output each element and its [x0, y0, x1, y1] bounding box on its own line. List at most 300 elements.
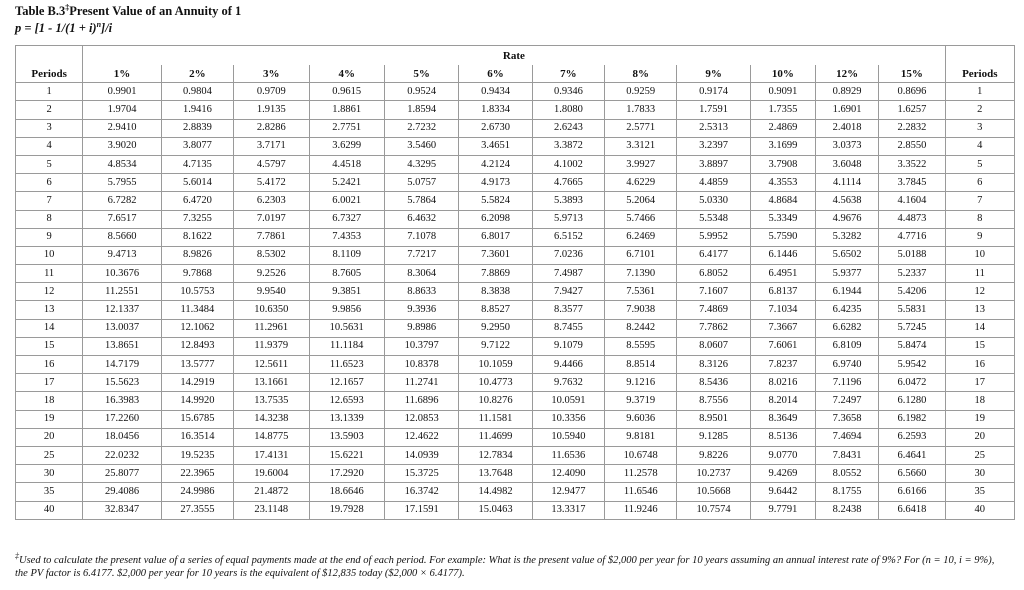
factor-cell: 7.4694: [816, 428, 879, 446]
annuity-table: [15, 45, 1015, 520]
factor-cell: 32.8347: [83, 501, 161, 519]
factor-cell: 12.9477: [532, 483, 604, 501]
table-title: [15, 4, 241, 19]
factor-cell: 22.3965: [161, 465, 233, 483]
factor-cell: 9.6036: [605, 410, 677, 428]
factor-cell: 9.6442: [750, 483, 815, 501]
factor-cell: 4.3295: [384, 155, 458, 173]
factor-cell: 10.1059: [459, 356, 532, 374]
factor-cell: 7.5361: [605, 283, 677, 301]
period-cell-right: 25: [945, 446, 1014, 464]
period-cell-right: 19: [945, 410, 1014, 428]
factor-cell: 23.1148: [234, 501, 309, 519]
factor-cell: 7.3255: [161, 210, 233, 228]
factor-cell: 10.8378: [384, 356, 458, 374]
factor-cell: 11.2551: [83, 283, 161, 301]
factor-cell: 2.5313: [677, 119, 750, 137]
factor-cell: 12.6593: [309, 392, 384, 410]
table-row: [16, 283, 1015, 301]
period-cell-right: 6: [945, 174, 1014, 192]
factor-cell: 1.6257: [879, 101, 945, 119]
factor-cell: 6.7282: [83, 192, 161, 210]
factor-cell: 7.0197: [234, 210, 309, 228]
factor-cell: 8.2438: [816, 501, 879, 519]
factor-cell: 6.2303: [234, 192, 309, 210]
factor-cell: 3.3872: [532, 137, 604, 155]
factor-cell: 8.3838: [459, 283, 532, 301]
factor-cell: 12.7834: [459, 446, 532, 464]
factor-cell: 3.4651: [459, 137, 532, 155]
factor-cell: 5.2337: [879, 265, 945, 283]
factor-cell: 8.7556: [677, 392, 750, 410]
factor-cell: 2.4869: [750, 119, 815, 137]
factor-cell: 6.9740: [816, 356, 879, 374]
factor-cell: 8.3577: [532, 301, 604, 319]
table-row: [16, 119, 1015, 137]
factor-cell: 17.1591: [384, 501, 458, 519]
factor-cell: 17.4131: [234, 446, 309, 464]
period-cell-left: 2: [16, 101, 83, 119]
factor-cell: 15.0463: [459, 501, 532, 519]
factor-cell: 9.3936: [384, 301, 458, 319]
factor-cell: 10.5753: [161, 283, 233, 301]
period-cell-right: 3: [945, 119, 1014, 137]
factor-cell: 5.9952: [677, 228, 750, 246]
factor-cell: 4.9173: [459, 174, 532, 192]
table-row: [16, 501, 1015, 519]
factor-cell: 5.2064: [605, 192, 677, 210]
factor-cell: 29.4086: [83, 483, 161, 501]
factor-cell: 9.2950: [459, 319, 532, 337]
table-row: [16, 374, 1015, 392]
factor-cell: 6.4641: [879, 446, 945, 464]
factor-cell: 9.4713: [83, 246, 161, 264]
factor-cell: 7.6061: [750, 337, 815, 355]
factor-cell: 8.7455: [532, 319, 604, 337]
factor-cell: 6.8017: [459, 228, 532, 246]
factor-cell: 1.9704: [83, 101, 161, 119]
period-cell-left: 8: [16, 210, 83, 228]
factor-cell: 16.3514: [161, 428, 233, 446]
formula-start: p = [1 - 1/(1 + i): [15, 21, 97, 35]
factor-cell: 7.1078: [384, 228, 458, 246]
factor-cell: 3.6299: [309, 137, 384, 155]
factor-cell: 12.4622: [384, 428, 458, 446]
rate-header-row: [16, 46, 1015, 66]
rate-column-header: 15%: [879, 65, 945, 83]
factor-cell: 9.1216: [605, 374, 677, 392]
factor-cell: 19.6004: [234, 465, 309, 483]
factor-cell: 1.6901: [816, 101, 879, 119]
factor-cell: 7.8869: [459, 265, 532, 283]
factor-cell: 3.9927: [605, 155, 677, 173]
factor-cell: 11.3484: [161, 301, 233, 319]
periods-header-left: Periods: [16, 65, 83, 83]
factor-cell: 15.5623: [83, 374, 161, 392]
factor-cell: 8.8514: [605, 356, 677, 374]
factor-cell: 10.8276: [459, 392, 532, 410]
factor-cell: 6.6418: [879, 501, 945, 519]
table-row: [16, 83, 1015, 101]
period-cell-right: 11: [945, 265, 1014, 283]
table-row: [16, 337, 1015, 355]
rate-column-header: 9%: [677, 65, 750, 83]
factor-cell: 3.6048: [816, 155, 879, 173]
factor-cell: 2.4018: [816, 119, 879, 137]
period-cell-left: 16: [16, 356, 83, 374]
factor-cell: 7.4353: [309, 228, 384, 246]
factor-cell: 1.7355: [750, 101, 815, 119]
factor-cell: 8.2014: [750, 392, 815, 410]
factor-cell: 3.7845: [879, 174, 945, 192]
factor-cell: 6.6282: [816, 319, 879, 337]
factor-cell: 4.8684: [750, 192, 815, 210]
factor-cell: 1.9416: [161, 101, 233, 119]
factor-cell: 15.3725: [384, 465, 458, 483]
factor-cell: 7.6517: [83, 210, 161, 228]
factor-cell: 6.5660: [879, 465, 945, 483]
factor-cell: 8.0607: [677, 337, 750, 355]
factor-cell: 8.3126: [677, 356, 750, 374]
factor-cell: 6.1944: [816, 283, 879, 301]
factor-cell: 8.5660: [83, 228, 161, 246]
factor-cell: 5.5831: [879, 301, 945, 319]
factor-cell: 0.8929: [816, 83, 879, 101]
factor-cell: 9.8226: [677, 446, 750, 464]
factor-cell: 2.8550: [879, 137, 945, 155]
factor-cell: 3.5460: [384, 137, 458, 155]
rate-header-spacer-right: [945, 46, 1014, 66]
factor-cell: 5.7466: [605, 210, 677, 228]
factor-cell: 2.7751: [309, 119, 384, 137]
formula-exponent: n: [96, 19, 102, 29]
factor-cell: 13.3317: [532, 501, 604, 519]
factor-cell: 9.7632: [532, 374, 604, 392]
factor-cell: 1.7591: [677, 101, 750, 119]
factor-cell: 3.7908: [750, 155, 815, 173]
table-row: [16, 301, 1015, 319]
factor-cell: 7.0236: [532, 246, 604, 264]
table-row: [16, 155, 1015, 173]
factor-cell: 6.2469: [605, 228, 677, 246]
table-row: [16, 137, 1015, 155]
factor-cell: 7.4869: [677, 301, 750, 319]
rate-column-header: 3%: [234, 65, 309, 83]
factor-cell: 5.7590: [750, 228, 815, 246]
table-title-text: Present Value of an Annuity of 1: [69, 4, 242, 18]
factor-cell: 10.6350: [234, 301, 309, 319]
factor-cell: 8.9501: [677, 410, 750, 428]
factor-cell: 12.1657: [309, 374, 384, 392]
factor-cell: 8.5302: [234, 246, 309, 264]
factor-cell: 2.5771: [605, 119, 677, 137]
annuity-formula: [15, 21, 112, 36]
factor-cell: 7.8237: [750, 356, 815, 374]
factor-cell: 9.3851: [309, 283, 384, 301]
factor-cell: 11.6523: [309, 356, 384, 374]
factor-cell: 0.9434: [459, 83, 532, 101]
factor-cell: 3.1699: [750, 137, 815, 155]
factor-cell: 16.3742: [384, 483, 458, 501]
factor-cell: 9.8181: [605, 428, 677, 446]
factor-cell: 11.6536: [532, 446, 604, 464]
factor-cell: 9.3719: [605, 392, 677, 410]
factor-cell: 8.2442: [605, 319, 677, 337]
factor-cell: 6.0021: [309, 192, 384, 210]
factor-cell: 13.1661: [234, 374, 309, 392]
period-cell-right: 12: [945, 283, 1014, 301]
factor-cell: 3.8077: [161, 137, 233, 155]
factor-cell: 14.0939: [384, 446, 458, 464]
factor-cell: 5.9713: [532, 210, 604, 228]
factor-cell: 11.9246: [605, 501, 677, 519]
table-body: [16, 83, 1015, 520]
factor-cell: 4.1114: [816, 174, 879, 192]
factor-cell: 10.5631: [309, 319, 384, 337]
column-header-row: [16, 65, 1015, 83]
period-cell-right: 13: [945, 301, 1014, 319]
factor-cell: 6.1446: [750, 246, 815, 264]
factor-cell: 13.0037: [83, 319, 161, 337]
factor-cell: 13.8651: [83, 337, 161, 355]
factor-cell: 4.4859: [677, 174, 750, 192]
footnote-mark: ‡: [15, 551, 19, 561]
period-cell-right: 1: [945, 83, 1014, 101]
factor-cell: 3.2397: [677, 137, 750, 155]
factor-cell: 3.7171: [234, 137, 309, 155]
period-cell-left: 7: [16, 192, 83, 210]
factor-cell: 6.8109: [816, 337, 879, 355]
period-cell-left: 10: [16, 246, 83, 264]
table-title-number: Table B.3: [15, 4, 66, 18]
factor-cell: 4.5797: [234, 155, 309, 173]
factor-cell: 25.8077: [83, 465, 161, 483]
period-cell-right: 17: [945, 374, 1014, 392]
period-cell-right: 5: [945, 155, 1014, 173]
factor-cell: 21.4872: [234, 483, 309, 501]
factor-cell: 0.9804: [161, 83, 233, 101]
factor-cell: 8.5436: [677, 374, 750, 392]
factor-cell: 10.4773: [459, 374, 532, 392]
factor-cell: 4.7665: [532, 174, 604, 192]
period-cell-left: 25: [16, 446, 83, 464]
period-cell-left: 18: [16, 392, 83, 410]
factor-cell: 8.1755: [816, 483, 879, 501]
factor-cell: 5.5348: [677, 210, 750, 228]
period-cell-left: 35: [16, 483, 83, 501]
factor-cell: 5.5824: [459, 192, 532, 210]
factor-cell: 1.8861: [309, 101, 384, 119]
table-row: [16, 483, 1015, 501]
factor-cell: 7.9038: [605, 301, 677, 319]
factor-cell: 0.9615: [309, 83, 384, 101]
factor-cell: 19.5235: [161, 446, 233, 464]
factor-cell: 9.4466: [532, 356, 604, 374]
factor-cell: 8.1109: [309, 246, 384, 264]
period-cell-right: 16: [945, 356, 1014, 374]
table-row: [16, 392, 1015, 410]
factor-cell: 9.7791: [750, 501, 815, 519]
period-cell-right: 2: [945, 101, 1014, 119]
factor-cell: 10.7574: [677, 501, 750, 519]
factor-cell: 6.1982: [879, 410, 945, 428]
rate-column-header: 7%: [532, 65, 604, 83]
table-row: [16, 174, 1015, 192]
factor-cell: 4.9676: [816, 210, 879, 228]
factor-cell: 10.3356: [532, 410, 604, 428]
factor-cell: 2.8286: [234, 119, 309, 137]
rate-column-header: 4%: [309, 65, 384, 83]
factor-cell: 15.6785: [161, 410, 233, 428]
factor-cell: 7.7861: [234, 228, 309, 246]
factor-cell: 6.4720: [161, 192, 233, 210]
factor-cell: 4.4873: [879, 210, 945, 228]
period-cell-right: 9: [945, 228, 1014, 246]
factor-cell: 5.4172: [234, 174, 309, 192]
factor-cell: 3.3522: [879, 155, 945, 173]
factor-cell: 7.1196: [816, 374, 879, 392]
factor-cell: 1.8080: [532, 101, 604, 119]
factor-cell: 8.3649: [750, 410, 815, 428]
factor-cell: 14.4982: [459, 483, 532, 501]
table-row: [16, 228, 1015, 246]
factor-cell: 6.7327: [309, 210, 384, 228]
factor-cell: 8.3064: [384, 265, 458, 283]
factor-cell: 4.7716: [879, 228, 945, 246]
factor-cell: 16.3983: [83, 392, 161, 410]
factor-cell: 6.5152: [532, 228, 604, 246]
factor-cell: 7.1390: [605, 265, 677, 283]
period-cell-right: 15: [945, 337, 1014, 355]
factor-cell: 18.0456: [83, 428, 161, 446]
factor-cell: 12.1062: [161, 319, 233, 337]
factor-cell: 2.8839: [161, 119, 233, 137]
period-cell-left: 3: [16, 119, 83, 137]
factor-cell: 13.7535: [234, 392, 309, 410]
factor-cell: 7.7217: [384, 246, 458, 264]
factor-cell: 8.8633: [384, 283, 458, 301]
factor-cell: 13.1339: [309, 410, 384, 428]
factor-cell: 6.1280: [879, 392, 945, 410]
factor-cell: 7.7862: [677, 319, 750, 337]
factor-cell: 7.4987: [532, 265, 604, 283]
factor-cell: 9.1079: [532, 337, 604, 355]
factor-cell: 9.7122: [459, 337, 532, 355]
factor-cell: 11.2741: [384, 374, 458, 392]
factor-cell: 7.3658: [816, 410, 879, 428]
factor-cell: 10.6748: [605, 446, 677, 464]
factor-cell: 5.3282: [816, 228, 879, 246]
table-row: [16, 446, 1015, 464]
factor-cell: 8.8527: [459, 301, 532, 319]
factor-cell: 2.2832: [879, 119, 945, 137]
factor-cell: 11.6546: [605, 483, 677, 501]
period-cell-left: 19: [16, 410, 83, 428]
factor-cell: 6.0472: [879, 374, 945, 392]
table-row: [16, 192, 1015, 210]
factor-cell: 7.3601: [459, 246, 532, 264]
factor-cell: 12.5611: [234, 356, 309, 374]
table-footnote: [15, 551, 1005, 580]
factor-cell: 6.4235: [816, 301, 879, 319]
period-cell-left: 12: [16, 283, 83, 301]
factor-cell: 24.9986: [161, 483, 233, 501]
period-cell-right: 40: [945, 501, 1014, 519]
factor-cell: 2.7232: [384, 119, 458, 137]
factor-cell: 1.8594: [384, 101, 458, 119]
table-row: [16, 101, 1015, 119]
factor-cell: 14.8775: [234, 428, 309, 446]
rate-column-header: 8%: [605, 65, 677, 83]
period-cell-right: 20: [945, 428, 1014, 446]
factor-cell: 10.3797: [384, 337, 458, 355]
factor-cell: 6.4177: [677, 246, 750, 264]
factor-cell: 5.0330: [677, 192, 750, 210]
factor-cell: 0.9091: [750, 83, 815, 101]
factor-cell: 6.6166: [879, 483, 945, 501]
factor-cell: 4.1604: [879, 192, 945, 210]
factor-cell: 7.1607: [677, 283, 750, 301]
factor-cell: 4.6229: [605, 174, 677, 192]
factor-cell: 11.9379: [234, 337, 309, 355]
factor-cell: 11.2961: [234, 319, 309, 337]
factor-cell: 9.2526: [234, 265, 309, 283]
factor-cell: 17.2920: [309, 465, 384, 483]
factor-cell: 7.3667: [750, 319, 815, 337]
factor-cell: 11.4699: [459, 428, 532, 446]
rate-header-spacer-left: [16, 46, 83, 66]
table-row: [16, 428, 1015, 446]
period-cell-left: 14: [16, 319, 83, 337]
factor-cell: 11.6896: [384, 392, 458, 410]
factor-cell: 2.6730: [459, 119, 532, 137]
factor-cell: 5.6502: [816, 246, 879, 264]
factor-cell: 17.2260: [83, 410, 161, 428]
factor-cell: 9.9856: [309, 301, 384, 319]
factor-cell: 13.5777: [161, 356, 233, 374]
period-cell-right: 14: [945, 319, 1014, 337]
period-cell-right: 30: [945, 465, 1014, 483]
factor-cell: 6.8137: [750, 283, 815, 301]
factor-cell: 19.7928: [309, 501, 384, 519]
factor-cell: 6.7101: [605, 246, 677, 264]
factor-cell: 9.4269: [750, 465, 815, 483]
factor-cell: 5.7245: [879, 319, 945, 337]
factor-cell: 8.1622: [161, 228, 233, 246]
factor-cell: 3.8897: [677, 155, 750, 173]
period-cell-left: 30: [16, 465, 83, 483]
factor-cell: 8.7605: [309, 265, 384, 283]
factor-cell: 1.7833: [605, 101, 677, 119]
factor-cell: 12.4090: [532, 465, 604, 483]
table-row: [16, 210, 1015, 228]
table-row: [16, 319, 1015, 337]
period-cell-left: 5: [16, 155, 83, 173]
period-cell-left: 6: [16, 174, 83, 192]
factor-cell: 18.6646: [309, 483, 384, 501]
rate-header: Rate: [83, 46, 945, 66]
table-row: [16, 465, 1015, 483]
table-row: [16, 246, 1015, 264]
factor-cell: 8.5595: [605, 337, 677, 355]
factor-cell: 7.2497: [816, 392, 879, 410]
table-row: [16, 410, 1015, 428]
factor-cell: 0.9174: [677, 83, 750, 101]
factor-cell: 0.9524: [384, 83, 458, 101]
factor-cell: 15.6221: [309, 446, 384, 464]
period-cell-left: 20: [16, 428, 83, 446]
factor-cell: 0.8696: [879, 83, 945, 101]
